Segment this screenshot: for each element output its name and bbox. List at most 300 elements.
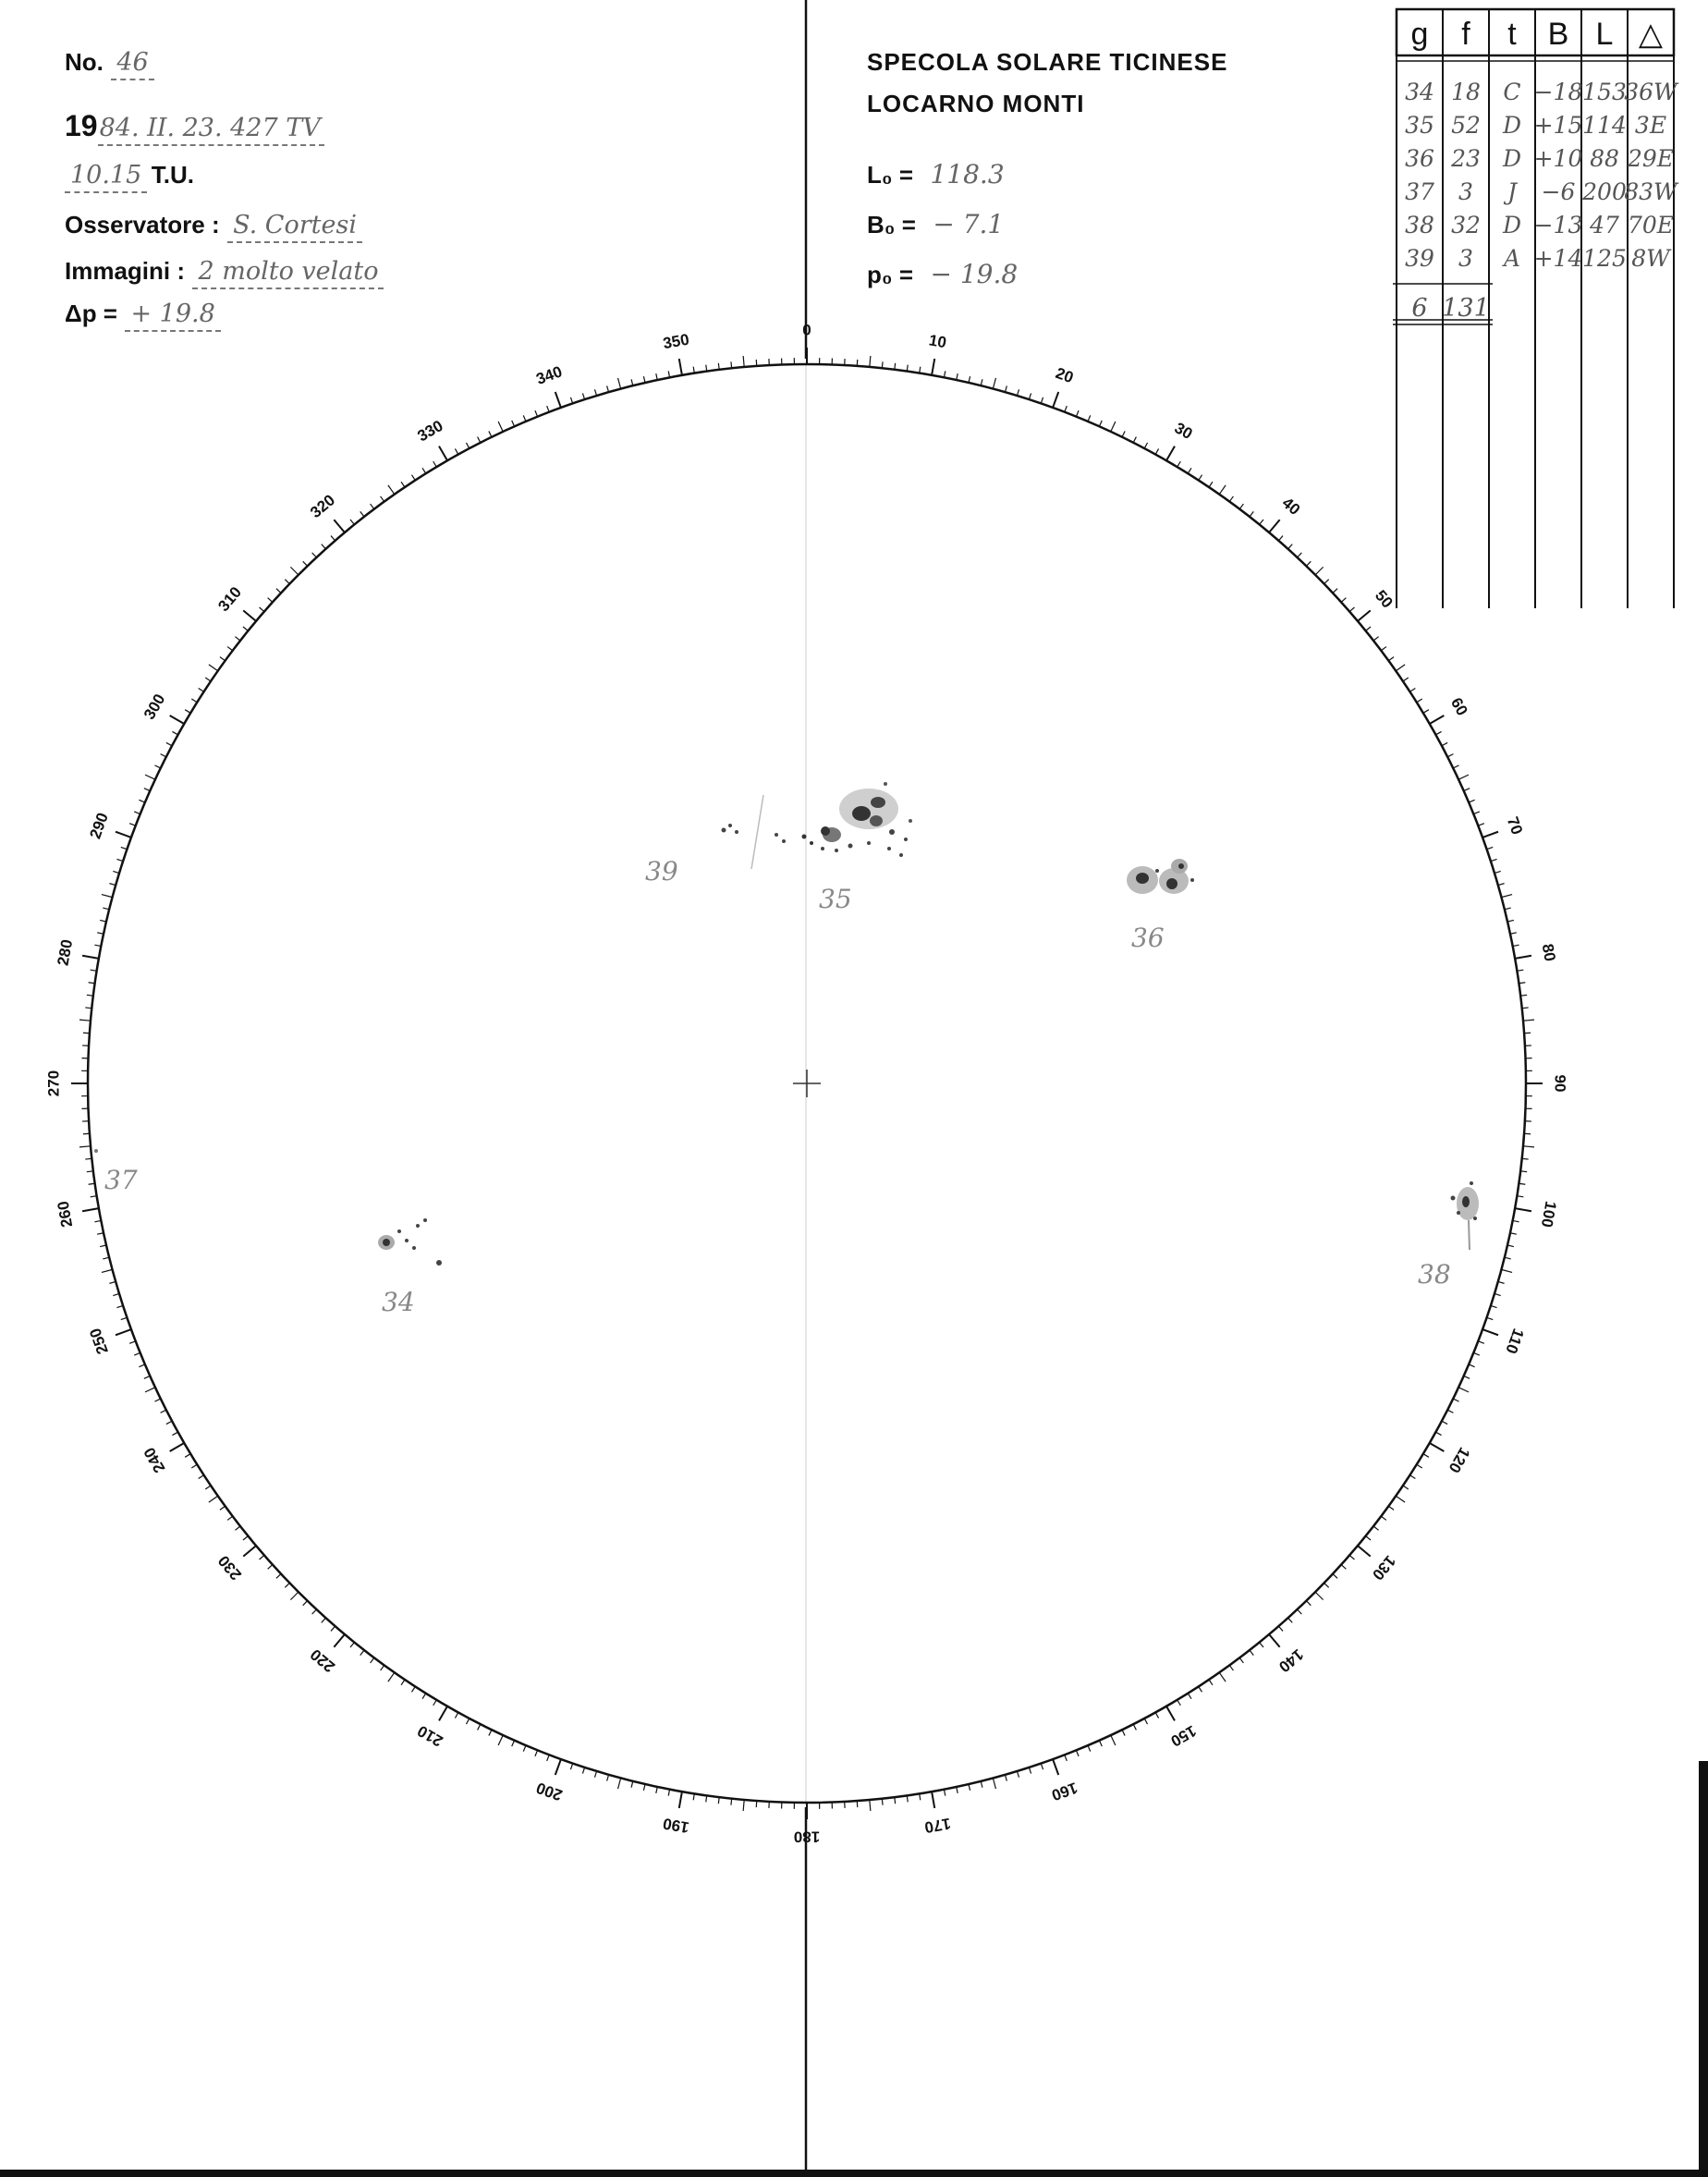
- dial-tick: [422, 1694, 426, 1699]
- group-label-36: 36: [1131, 923, 1165, 953]
- dial-tick: [401, 1680, 405, 1685]
- dial-tick: [981, 379, 982, 385]
- dial-tick: [1122, 1730, 1125, 1735]
- dial-tick: [523, 1745, 526, 1751]
- dial-tick: [1464, 1376, 1470, 1378]
- dial-tick: [331, 536, 336, 541]
- group-label-37: 37: [104, 1165, 138, 1195]
- dial-tick: [268, 598, 273, 603]
- dial-tick: [547, 406, 550, 412]
- table-header-4: L: [1595, 17, 1614, 52]
- dial-tick: [145, 775, 155, 779]
- dial-tick: [1453, 765, 1458, 768]
- scan-edge-right: [1699, 1761, 1708, 2177]
- dial-tick: [957, 373, 958, 380]
- table-cell: J: [1507, 178, 1518, 205]
- dial-tick: [478, 437, 481, 443]
- dial-tick: [129, 824, 136, 826]
- dial-tick: [1133, 1724, 1136, 1730]
- table-cell: 3: [1458, 245, 1473, 272]
- dial-tick: [1469, 1364, 1474, 1367]
- dial-tick: [1515, 1208, 1531, 1211]
- dial-label-200: 200: [533, 1779, 565, 1804]
- delta-p-value: + 19.8: [125, 300, 220, 332]
- dial-tick: [1017, 1771, 1019, 1778]
- dial-tick: [1209, 482, 1213, 487]
- dial-tick: [1494, 1293, 1501, 1295]
- dial-tick: [1166, 446, 1175, 461]
- dial-tick: [582, 393, 584, 399]
- dial-tick: [191, 699, 197, 703]
- dial-tick: [1435, 731, 1441, 734]
- dial-tick: [170, 1443, 185, 1451]
- dial-tick: [303, 1601, 308, 1606]
- dial-tick: [535, 1750, 538, 1755]
- table-cell: C: [1503, 79, 1521, 105]
- dial-tick: [433, 1700, 437, 1706]
- dial-tick: [1269, 1634, 1280, 1647]
- images-label: Immagini :: [65, 257, 186, 285]
- dial-tick: [1144, 443, 1147, 448]
- dial-tick: [1088, 1745, 1091, 1751]
- dial-tick: [582, 1767, 584, 1774]
- dial-tick: [79, 1020, 91, 1021]
- dial-label-180: 180: [793, 1828, 821, 1846]
- dial-tick: [1501, 1269, 1512, 1272]
- dial-tick: [285, 580, 289, 584]
- dial-tick: [932, 1792, 934, 1808]
- dial-tick: [1219, 1672, 1226, 1682]
- dial-tick: [1239, 1657, 1243, 1663]
- dial-tick: [1288, 544, 1293, 549]
- dial-tick: [235, 1526, 240, 1530]
- dial-tick: [1430, 715, 1445, 724]
- dial-tick: [1388, 1506, 1394, 1510]
- dial-tick: [161, 754, 166, 757]
- dial-tick: [172, 731, 177, 734]
- dial-tick: [1155, 448, 1158, 454]
- dial-tick: [1501, 895, 1512, 898]
- dial-tick: [1381, 647, 1386, 651]
- dial-tick: [1341, 1565, 1346, 1570]
- dial-tick: [303, 561, 308, 566]
- dial-tick: [1458, 775, 1469, 779]
- dial-tick: [268, 1565, 273, 1570]
- table-cell: 3E: [1634, 112, 1667, 139]
- dial-tick: [1507, 1245, 1514, 1247]
- table-cell: 35: [1405, 112, 1434, 139]
- table-cell: 70E: [1627, 212, 1675, 238]
- dial-tick: [1278, 1626, 1283, 1631]
- dial-tick: [1017, 389, 1019, 396]
- dial-tick: [1029, 1767, 1031, 1774]
- dial-tick: [1341, 598, 1346, 603]
- dial-tick: [498, 422, 503, 432]
- dial-tick: [1324, 580, 1329, 584]
- group-label-34: 34: [382, 1287, 415, 1317]
- table-cell: D: [1502, 112, 1522, 139]
- dial-tick: [1523, 1020, 1534, 1021]
- dial-tick: [1166, 1706, 1175, 1721]
- dial-label-240: 240: [140, 1444, 169, 1476]
- dial-tick: [1298, 1609, 1302, 1614]
- observer-label: Osservatore :: [65, 211, 220, 238]
- dial-tick: [498, 1735, 503, 1745]
- table-cell: 36W: [1624, 79, 1678, 105]
- dial-tick: [466, 1718, 469, 1724]
- dial-tick: [227, 647, 233, 651]
- dial-tick: [1065, 406, 1068, 412]
- table-cell: 39: [1405, 245, 1434, 272]
- table-header-2: t: [1507, 17, 1517, 52]
- delta-p-label: Δp =: [65, 300, 117, 327]
- dial-tick: [870, 356, 871, 367]
- dial-tick: [489, 1730, 492, 1735]
- dial-label-340: 340: [533, 362, 565, 388]
- dial-tick: [1076, 1750, 1079, 1755]
- dial-tick: [134, 1352, 140, 1355]
- dial-tick: [594, 1771, 596, 1778]
- dial-tick: [870, 1800, 871, 1811]
- dial-tick: [334, 1634, 345, 1647]
- dial-tick: [1177, 461, 1181, 467]
- table-cell: 8W: [1631, 245, 1670, 272]
- dial-tick: [227, 1516, 233, 1520]
- dial-tick: [1229, 1665, 1233, 1670]
- dial-tick: [205, 678, 211, 681]
- dial-tick: [1423, 710, 1429, 714]
- dial-tick: [1315, 567, 1323, 574]
- dial-tick: [144, 1376, 150, 1378]
- dial-tick: [1491, 1305, 1497, 1307]
- table-header-3: B: [1547, 17, 1569, 52]
- dial-tick: [1076, 410, 1079, 416]
- dial-label-80: 80: [1538, 942, 1559, 963]
- dial-tick: [170, 715, 185, 724]
- dial-tick: [743, 356, 744, 367]
- dial-tick: [260, 607, 264, 612]
- table-cell: 36: [1405, 145, 1434, 172]
- dial-tick: [1478, 824, 1484, 826]
- dial-label-320: 320: [307, 491, 339, 522]
- dial-tick: [1298, 553, 1302, 557]
- dial-tick: [1177, 1700, 1181, 1706]
- table-cell: 88: [1590, 145, 1619, 172]
- sunspot-group-35: [802, 782, 913, 857]
- table-cell: D: [1502, 212, 1522, 238]
- table-cell: +10: [1533, 145, 1583, 172]
- dial-tick: [243, 610, 256, 621]
- table-cell: 32: [1451, 212, 1481, 238]
- dial-tick: [1520, 995, 1527, 996]
- dial-tick: [656, 373, 657, 380]
- dial-tick: [121, 1317, 128, 1319]
- p0-value: − 19.8: [930, 259, 1019, 289]
- dial-tick: [1507, 920, 1514, 922]
- dial-tick: [1442, 742, 1447, 745]
- group-label-39: 39: [645, 856, 678, 887]
- dial-tick: [360, 511, 364, 517]
- dial-tick: [220, 657, 226, 661]
- table-cell: 153: [1582, 79, 1627, 105]
- dial-tick: [1373, 1526, 1379, 1530]
- dial-tick: [1396, 1496, 1405, 1502]
- dial-tick: [79, 1146, 91, 1147]
- dial-tick: [260, 1555, 264, 1559]
- dial-tick: [235, 637, 240, 641]
- dial-tick: [312, 1609, 317, 1614]
- table-cell: +15: [1533, 112, 1583, 139]
- table-cell: D: [1502, 145, 1522, 172]
- scan-edge-bottom: [0, 2170, 1708, 2177]
- dial-tick: [1373, 637, 1379, 641]
- dial-tick: [1278, 536, 1283, 541]
- dial-tick: [718, 1797, 719, 1804]
- dial-tick: [957, 1787, 958, 1793]
- number-label: No.: [65, 48, 104, 76]
- dial-tick: [139, 800, 144, 802]
- p0-label: p₀ =: [867, 261, 914, 288]
- dial-tick: [1188, 1694, 1191, 1699]
- dial-tick: [618, 378, 621, 389]
- dial-tick: [1366, 1536, 1371, 1540]
- dial-tick: [322, 1618, 326, 1622]
- dial-tick: [1442, 1421, 1447, 1424]
- dial-tick: [285, 1583, 289, 1587]
- dial-tick: [547, 1755, 550, 1761]
- dial-tick: [643, 1784, 645, 1791]
- dial-tick: [478, 1724, 481, 1730]
- dial-tick: [102, 1269, 113, 1272]
- table-header-5: △: [1638, 17, 1664, 52]
- dial-tick: [466, 443, 469, 448]
- sunspot-group-39: [722, 795, 787, 869]
- sunspot-group-34: [378, 1218, 442, 1266]
- dial-label-90: 90: [1551, 1074, 1569, 1093]
- dial-tick: [1505, 1257, 1511, 1259]
- dial-tick: [993, 378, 995, 389]
- dial-tick: [1520, 1171, 1527, 1172]
- dial-tick: [1333, 1574, 1337, 1579]
- dial-tick: [1349, 1555, 1354, 1559]
- dial-tick: [570, 397, 572, 404]
- dial-tick: [388, 485, 395, 495]
- table-cell: A: [1503, 245, 1521, 272]
- dial-tick: [243, 627, 248, 630]
- dial-tick: [1435, 1432, 1441, 1435]
- dial-label-160: 160: [1049, 1779, 1080, 1804]
- table-cell: −18: [1533, 79, 1583, 105]
- dial-tick: [199, 688, 204, 691]
- dial-tick: [631, 1781, 633, 1788]
- dial-tick: [1409, 688, 1415, 691]
- dial-label-130: 130: [1368, 1551, 1399, 1584]
- dial-tick: [523, 415, 526, 421]
- dial-tick: [895, 363, 896, 370]
- dial-tick: [85, 1008, 92, 1009]
- dial-tick: [1229, 496, 1233, 502]
- dial-tick: [185, 710, 190, 714]
- institution-line-2: LOCARNO MONTI: [867, 90, 1085, 117]
- dial-tick: [433, 461, 437, 467]
- dial-tick: [439, 446, 447, 461]
- dial-tick: [1053, 1759, 1058, 1775]
- table-header-1: f: [1461, 17, 1470, 52]
- dial-tick: [1396, 665, 1405, 671]
- dial-tick: [1155, 1712, 1158, 1718]
- dial-label-150: 150: [1167, 1721, 1200, 1751]
- l0-label: L₀ =: [867, 161, 914, 189]
- dial-tick: [1260, 520, 1263, 524]
- dial-tick: [731, 361, 732, 368]
- dial-tick: [1366, 627, 1371, 630]
- dial-tick: [993, 1778, 995, 1789]
- table-cell: 114: [1582, 112, 1627, 139]
- dial-tick: [512, 421, 515, 426]
- dial-tick: [679, 1792, 682, 1808]
- dial-tick: [103, 1257, 109, 1259]
- dial-tick: [731, 1799, 732, 1805]
- dial-tick: [1099, 421, 1102, 426]
- dial-tick: [1065, 1755, 1068, 1761]
- dial-tick: [882, 1799, 883, 1805]
- dial-tick: [1417, 1464, 1422, 1468]
- dial-label-60: 60: [1446, 694, 1471, 719]
- dial-label-310: 310: [214, 583, 246, 616]
- institution-line-1: SPECOLA SOLARE TICINESE: [867, 48, 1228, 76]
- dial-tick: [455, 1712, 458, 1718]
- dial-tick: [116, 859, 123, 861]
- dial-tick: [113, 871, 119, 873]
- dial-tick: [1403, 1486, 1409, 1489]
- dial-label-100: 100: [1537, 1199, 1560, 1229]
- dial-tick: [334, 520, 345, 532]
- time-value: 10.15: [65, 161, 147, 193]
- dial-tick: [718, 363, 719, 370]
- dial-label-70: 70: [1503, 814, 1527, 838]
- dial-tick: [388, 1672, 395, 1682]
- dial-tick: [185, 1454, 190, 1458]
- dial-tick: [643, 376, 645, 383]
- dial-tick: [172, 1432, 177, 1435]
- dial-tick: [97, 1233, 104, 1234]
- dial-tick: [512, 1741, 515, 1746]
- dial-tick: [1505, 908, 1511, 910]
- table-cell: 18: [1451, 79, 1481, 105]
- dial-tick: [1260, 1643, 1263, 1647]
- dial-tick: [422, 468, 426, 473]
- dial-tick: [555, 1759, 561, 1775]
- dial-tick: [743, 1800, 744, 1811]
- dial-tick: [290, 1592, 298, 1599]
- dial-tick: [1088, 415, 1091, 421]
- dial-tick: [1219, 485, 1226, 495]
- dial-tick: [969, 1784, 970, 1791]
- dial-tick: [276, 1574, 281, 1579]
- dial-tick: [1522, 1158, 1529, 1159]
- dial-label-50: 50: [1371, 586, 1397, 612]
- table-header-0: g: [1410, 17, 1429, 52]
- dial-tick: [1349, 607, 1354, 612]
- dial-tick: [102, 895, 113, 898]
- dial-label-40: 40: [1278, 494, 1304, 520]
- dial-tick: [1417, 699, 1422, 703]
- dial-tick: [1122, 431, 1125, 436]
- dial-tick: [1447, 1410, 1453, 1413]
- dial-tick: [360, 1650, 364, 1656]
- dial-tick: [1250, 1650, 1253, 1656]
- dial-tick: [1510, 933, 1517, 934]
- dial-label-30: 30: [1171, 419, 1196, 444]
- dial-tick: [205, 1486, 211, 1489]
- dial-label-230: 230: [214, 1551, 246, 1584]
- dial-label-0: 0: [802, 321, 811, 339]
- table-cell: 200: [1582, 178, 1627, 205]
- sunspot-group-38: [1451, 1181, 1480, 1250]
- dial-tick: [656, 1787, 657, 1793]
- dial-tick: [371, 1657, 374, 1663]
- dial-tick: [129, 1341, 136, 1344]
- dial-label-290: 290: [86, 810, 112, 841]
- dial-tick: [411, 475, 415, 481]
- dial-tick: [161, 1410, 166, 1413]
- dial-tick: [87, 995, 93, 996]
- dial-tick: [134, 812, 140, 814]
- dial-tick: [1333, 589, 1337, 593]
- dial-tick: [116, 1305, 123, 1307]
- dial-tick: [1458, 1388, 1469, 1392]
- dial-tick: [1515, 956, 1531, 959]
- dial-tick: [1029, 393, 1031, 399]
- table-total-spots: 131: [1442, 294, 1490, 323]
- dial-tick: [100, 1245, 106, 1247]
- observer-value: S. Cortesi: [227, 211, 362, 243]
- dial-tick: [1133, 437, 1136, 443]
- dial-tick: [97, 933, 104, 934]
- dial-tick: [1209, 1680, 1213, 1685]
- dial-label-210: 210: [414, 1721, 446, 1751]
- dial-tick: [455, 448, 458, 454]
- dial-tick: [1306, 561, 1311, 566]
- b0-label: B₀ =: [867, 211, 916, 238]
- dial-tick: [932, 359, 934, 375]
- dial-tick: [679, 359, 682, 375]
- dial-tick: [1491, 859, 1497, 861]
- dial-label-170: 170: [922, 1814, 953, 1837]
- dial-tick: [209, 1496, 218, 1502]
- dial-tick: [1269, 520, 1280, 532]
- dial-tick: [85, 1158, 92, 1159]
- dial-tick: [381, 496, 384, 502]
- dial-tick: [166, 742, 172, 745]
- date-value: 84. II. 23. 427 TV: [98, 114, 324, 146]
- dial-tick: [555, 392, 561, 408]
- table-cell: −6: [1541, 178, 1576, 205]
- dial-tick: [1487, 847, 1494, 849]
- dial-label-300: 300: [140, 691, 169, 723]
- dial-tick: [594, 389, 596, 396]
- table-cell: 125: [1582, 245, 1627, 272]
- dial-tick: [1473, 812, 1479, 814]
- dial-tick: [322, 544, 326, 549]
- dial-tick: [113, 1293, 119, 1295]
- dial-label-20: 20: [1053, 363, 1076, 387]
- table-cell: 38: [1405, 212, 1434, 238]
- dial-tick: [243, 1536, 248, 1540]
- dial-tick: [1403, 678, 1409, 681]
- dial-tick: [199, 1475, 204, 1479]
- dial-tick: [1447, 754, 1453, 757]
